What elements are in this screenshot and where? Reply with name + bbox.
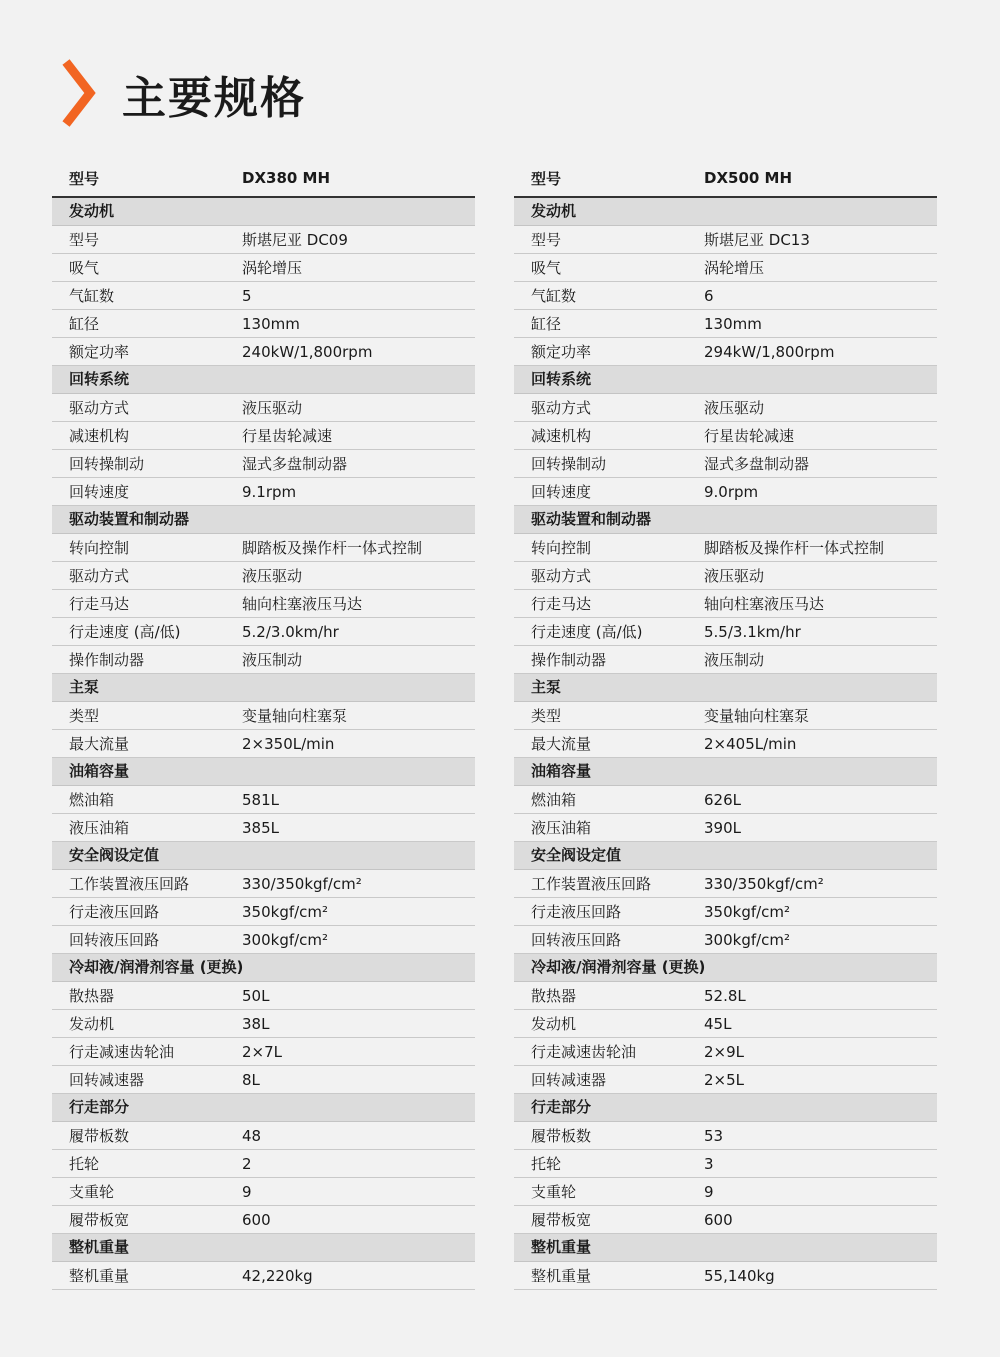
table-row bbox=[514, 982, 937, 1010]
model-row bbox=[514, 160, 937, 198]
spec-label: 缸径 bbox=[531, 315, 562, 333]
spec-value: 液压驱动 bbox=[242, 399, 303, 417]
spec-label: 行走速度 (高/低) bbox=[531, 623, 643, 641]
spec-label: 最大流量 bbox=[69, 735, 130, 753]
spec-label: 操作制动器 bbox=[531, 651, 607, 669]
spec-value: 行星齿轮减速 bbox=[704, 427, 795, 445]
section-heading: 安全阀设定值 bbox=[514, 842, 937, 870]
spec-value: 130mm bbox=[242, 314, 300, 333]
spec-value: 液压制动 bbox=[242, 651, 303, 669]
spec-label: 驱动方式 bbox=[69, 567, 130, 585]
spec-label: 类型 bbox=[69, 707, 100, 725]
spec-value: 9.1rpm bbox=[242, 482, 297, 501]
table-row bbox=[514, 450, 937, 478]
table-row bbox=[52, 898, 475, 926]
spec-value: 脚踏板及操作杆一体式控制 bbox=[704, 539, 885, 557]
spec-label: 托轮 bbox=[69, 1155, 100, 1173]
spec-label: 驱动方式 bbox=[531, 399, 592, 417]
spec-label: 液压油箱 bbox=[69, 819, 130, 837]
spec-value: 350kgf/cm² bbox=[242, 902, 329, 921]
chevron-right-icon bbox=[60, 58, 100, 128]
spec-value: 液压制动 bbox=[704, 651, 765, 669]
spec-value: 2×350L/min bbox=[242, 734, 335, 753]
spec-label: 燃油箱 bbox=[69, 791, 115, 809]
table-row bbox=[514, 1262, 937, 1290]
spec-label: 散热器 bbox=[531, 987, 577, 1005]
spec-label: 行走减速齿轮油 bbox=[531, 1043, 637, 1061]
table-row bbox=[52, 646, 475, 674]
spec-value: 48 bbox=[242, 1126, 262, 1145]
table-row bbox=[514, 1010, 937, 1038]
table-row bbox=[52, 702, 475, 730]
spec-value: 330/350kgf/cm² bbox=[242, 874, 362, 893]
section-heading: 行走部分 bbox=[52, 1094, 475, 1122]
spec-value: 581L bbox=[242, 790, 279, 809]
spec-label: 履带板宽 bbox=[531, 1211, 592, 1229]
section-heading: 油箱容量 bbox=[514, 758, 937, 786]
page-title: 主要规格 bbox=[122, 73, 306, 124]
table-row bbox=[52, 730, 475, 758]
spec-label: 回转操制动 bbox=[531, 455, 607, 473]
model-value: DX500 MH bbox=[704, 169, 793, 187]
spec-label: 发动机 bbox=[531, 1015, 577, 1033]
table-row bbox=[514, 1038, 937, 1066]
spec-value: 5.2/3.0km/hr bbox=[242, 622, 339, 641]
spec-label: 回转操制动 bbox=[69, 455, 145, 473]
section-heading: 回转系统 bbox=[514, 366, 937, 394]
spec-value: 294kW/1,800rpm bbox=[704, 342, 835, 361]
table-row bbox=[52, 394, 475, 422]
section-heading: 发动机 bbox=[52, 198, 475, 226]
spec-label: 减速机构 bbox=[531, 427, 592, 445]
spec-label: 工作装置液压回路 bbox=[531, 875, 652, 893]
table-row bbox=[52, 1206, 475, 1234]
spec-value: 2×7L bbox=[242, 1042, 283, 1061]
spec-label: 回转减速器 bbox=[531, 1071, 607, 1089]
spec-value: 52.8L bbox=[704, 986, 746, 1005]
table-row bbox=[52, 1150, 475, 1178]
spec-value: 130mm bbox=[704, 314, 762, 333]
table-row bbox=[52, 1262, 475, 1290]
spec-label: 缸径 bbox=[69, 315, 100, 333]
table-row bbox=[52, 1038, 475, 1066]
spec-value: 斯堪尼亚 DC13 bbox=[704, 231, 810, 249]
spec-value: 300kgf/cm² bbox=[704, 930, 791, 949]
spec-label: 减速机构 bbox=[69, 427, 130, 445]
table-row bbox=[514, 338, 937, 366]
table-row bbox=[514, 786, 937, 814]
spec-value: 5.5/3.1km/hr bbox=[704, 622, 801, 641]
spec-label: 吸气 bbox=[69, 259, 100, 277]
section-heading: 回转系统 bbox=[52, 366, 475, 394]
table-row bbox=[514, 394, 937, 422]
table-row bbox=[52, 1178, 475, 1206]
spec-value: 626L bbox=[704, 790, 741, 809]
spec-value: 2×405L/min bbox=[704, 734, 797, 753]
table-row bbox=[514, 898, 937, 926]
spec-label: 整机重量 bbox=[69, 1267, 130, 1285]
spec-label: 行走马达 bbox=[531, 595, 592, 613]
table-row bbox=[52, 534, 475, 562]
spec-value: 55,140kg bbox=[704, 1266, 775, 1285]
spec-value: 600 bbox=[242, 1210, 271, 1229]
table-row bbox=[52, 870, 475, 898]
table-row bbox=[514, 1150, 937, 1178]
spec-label: 回转减速器 bbox=[69, 1071, 145, 1089]
table-row bbox=[514, 1178, 937, 1206]
spec-value: 6 bbox=[704, 286, 714, 305]
table-row bbox=[514, 702, 937, 730]
spec-label: 行走马达 bbox=[69, 595, 130, 613]
spec-label: 行走速度 (高/低) bbox=[69, 623, 181, 641]
spec-value: 350kgf/cm² bbox=[704, 902, 791, 921]
spec-label: 行走液压回路 bbox=[69, 903, 160, 921]
spec-label: 行走液压回路 bbox=[531, 903, 622, 921]
table-row bbox=[52, 1010, 475, 1038]
spec-label: 额定功率 bbox=[531, 343, 592, 361]
spec-value: 轴向柱塞液压马达 bbox=[704, 595, 825, 613]
table-row bbox=[514, 814, 937, 842]
table-row bbox=[52, 982, 475, 1010]
table-row bbox=[52, 226, 475, 254]
table-row bbox=[52, 814, 475, 842]
section-heading: 安全阀设定值 bbox=[52, 842, 475, 870]
spec-value: 8L bbox=[242, 1070, 260, 1089]
section-heading: 驱动装置和制动器 bbox=[52, 506, 475, 534]
table-row bbox=[514, 870, 937, 898]
model-value: DX380 MH bbox=[242, 169, 331, 187]
spec-label: 型号 bbox=[531, 231, 562, 249]
section-heading: 整机重量 bbox=[514, 1234, 937, 1262]
table-row bbox=[52, 1066, 475, 1094]
spec-table-dx500 bbox=[514, 160, 937, 1290]
table-row bbox=[52, 422, 475, 450]
section-heading: 整机重量 bbox=[52, 1234, 475, 1262]
section-heading: 主泵 bbox=[514, 674, 937, 702]
spec-value: 300kgf/cm² bbox=[242, 930, 329, 949]
spec-label: 履带板数 bbox=[531, 1127, 592, 1145]
table-row bbox=[514, 422, 937, 450]
spec-value: 液压驱动 bbox=[704, 567, 765, 585]
spec-value: 2×9L bbox=[704, 1042, 745, 1061]
section-heading: 发动机 bbox=[514, 198, 937, 226]
table-row bbox=[514, 646, 937, 674]
spec-label: 最大流量 bbox=[531, 735, 592, 753]
spec-value: 3 bbox=[704, 1154, 714, 1173]
spec-label: 回转液压回路 bbox=[531, 931, 622, 949]
table-row bbox=[514, 310, 937, 338]
table-row bbox=[514, 730, 937, 758]
spec-value: 轴向柱塞液压马达 bbox=[242, 595, 363, 613]
spec-label: 气缸数 bbox=[69, 287, 115, 305]
spec-value: 390L bbox=[704, 818, 741, 837]
spec-label: 类型 bbox=[531, 707, 562, 725]
table-row bbox=[514, 1206, 937, 1234]
section-heading: 冷却液/润滑剂容量 (更换) bbox=[52, 954, 475, 982]
table-row bbox=[514, 254, 937, 282]
section-heading: 行走部分 bbox=[514, 1094, 937, 1122]
table-row bbox=[52, 1122, 475, 1150]
spec-value: 38L bbox=[242, 1014, 270, 1033]
table-row bbox=[52, 282, 475, 310]
spec-value: 湿式多盘制动器 bbox=[242, 455, 348, 473]
spec-label: 型号 bbox=[69, 231, 100, 249]
spec-label: 回转液压回路 bbox=[69, 931, 160, 949]
section-heading: 冷却液/润滑剂容量 (更换) bbox=[514, 954, 937, 982]
spec-label: 回转速度 bbox=[69, 483, 130, 501]
spec-value: 变量轴向柱塞泵 bbox=[704, 707, 810, 725]
spec-label: 驱动方式 bbox=[69, 399, 130, 417]
spec-value: 9.0rpm bbox=[704, 482, 759, 501]
spec-label: 支重轮 bbox=[69, 1183, 115, 1201]
spec-value: 9 bbox=[242, 1182, 252, 1201]
spec-value: 240kW/1,800rpm bbox=[242, 342, 373, 361]
table-row bbox=[514, 618, 937, 646]
model-row bbox=[52, 160, 475, 198]
table-row bbox=[514, 226, 937, 254]
spec-label: 发动机 bbox=[69, 1015, 115, 1033]
spec-label: 液压油箱 bbox=[531, 819, 592, 837]
spec-label: 支重轮 bbox=[531, 1183, 577, 1201]
table-row bbox=[514, 562, 937, 590]
spec-value: 液压驱动 bbox=[242, 567, 303, 585]
spec-value: 涡轮增压 bbox=[242, 259, 303, 277]
table-row bbox=[514, 478, 937, 506]
table-row bbox=[514, 590, 937, 618]
spec-label: 吸气 bbox=[531, 259, 562, 277]
section-heading: 油箱容量 bbox=[52, 758, 475, 786]
spec-label: 额定功率 bbox=[69, 343, 130, 361]
table-row bbox=[52, 590, 475, 618]
spec-value: 330/350kgf/cm² bbox=[704, 874, 824, 893]
spec-label: 转向控制 bbox=[531, 539, 592, 557]
table-row bbox=[514, 534, 937, 562]
table-row bbox=[514, 282, 937, 310]
section-heading: 驱动装置和制动器 bbox=[514, 506, 937, 534]
spec-table-dx380 bbox=[52, 160, 475, 1290]
spec-label: 回转速度 bbox=[531, 483, 592, 501]
spec-label: 驱动方式 bbox=[531, 567, 592, 585]
spec-label: 燃油箱 bbox=[531, 791, 577, 809]
model-label: 型号 bbox=[531, 169, 562, 188]
spec-value: 9 bbox=[704, 1182, 714, 1201]
table-row bbox=[52, 338, 475, 366]
spec-value: 变量轴向柱塞泵 bbox=[242, 707, 348, 725]
spec-label: 操作制动器 bbox=[69, 651, 145, 669]
spec-label: 散热器 bbox=[69, 987, 115, 1005]
table-row bbox=[52, 926, 475, 954]
spec-value: 2 bbox=[242, 1154, 252, 1173]
spec-value: 斯堪尼亚 DC09 bbox=[242, 231, 348, 249]
spec-value: 液压驱动 bbox=[704, 399, 765, 417]
table-row bbox=[52, 618, 475, 646]
spec-value: 45L bbox=[704, 1014, 732, 1033]
spec-label: 整机重量 bbox=[531, 1267, 592, 1285]
spec-value: 涡轮增压 bbox=[704, 259, 765, 277]
table-row bbox=[514, 926, 937, 954]
spec-label: 履带板数 bbox=[69, 1127, 130, 1145]
spec-value: 42,220kg bbox=[242, 1266, 313, 1285]
spec-value: 50L bbox=[242, 986, 270, 1005]
spec-value: 385L bbox=[242, 818, 279, 837]
table-row bbox=[52, 562, 475, 590]
section-heading: 主泵 bbox=[52, 674, 475, 702]
table-row bbox=[52, 254, 475, 282]
table-row bbox=[52, 450, 475, 478]
spec-value: 5 bbox=[242, 286, 252, 305]
spec-label: 行走减速齿轮油 bbox=[69, 1043, 175, 1061]
spec-label: 转向控制 bbox=[69, 539, 130, 557]
table-row bbox=[52, 310, 475, 338]
table-row bbox=[514, 1066, 937, 1094]
spec-value: 53 bbox=[704, 1126, 724, 1145]
spec-value: 600 bbox=[704, 1210, 733, 1229]
model-label: 型号 bbox=[69, 169, 100, 188]
spec-label: 履带板宽 bbox=[69, 1211, 130, 1229]
spec-value: 脚踏板及操作杆一体式控制 bbox=[242, 539, 423, 557]
table-row bbox=[514, 1122, 937, 1150]
spec-value: 湿式多盘制动器 bbox=[704, 455, 810, 473]
spec-value: 2×5L bbox=[704, 1070, 745, 1089]
spec-label: 工作装置液压回路 bbox=[69, 875, 190, 893]
spec-label: 托轮 bbox=[531, 1155, 562, 1173]
table-row bbox=[52, 786, 475, 814]
spec-value: 行星齿轮减速 bbox=[242, 427, 333, 445]
spec-label: 气缸数 bbox=[531, 287, 577, 305]
table-row bbox=[52, 478, 475, 506]
